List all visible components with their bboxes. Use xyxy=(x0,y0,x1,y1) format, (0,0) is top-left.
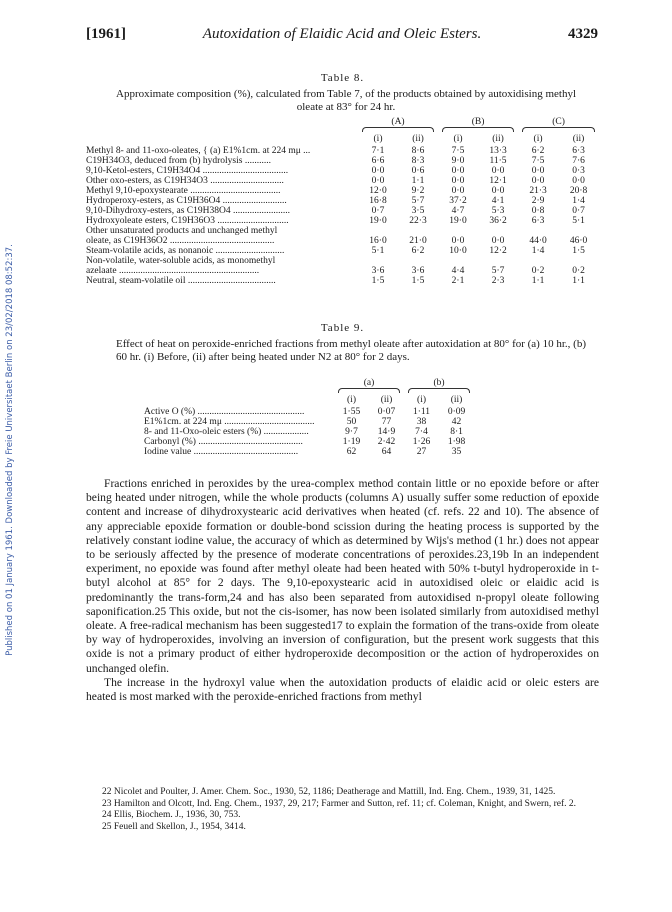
table9-group-row xyxy=(144,378,474,393)
table-row xyxy=(86,266,599,276)
table-row xyxy=(86,226,599,236)
table9-subhead: (i) xyxy=(347,395,356,405)
table-cell xyxy=(558,256,599,266)
row-label: 8- and 11-Oxo-oleic esters (%) ................... xyxy=(144,427,309,437)
table-row xyxy=(86,206,599,216)
row-label: Other unsaturated products and unchanged methyl xyxy=(86,226,278,236)
table8-caption: Table 8. xyxy=(320,72,365,84)
table-cell: 0·0 xyxy=(491,236,505,246)
footnote: 23 Hamilton and Olcott, Ind. Eng. Chem., 1937, 29, 217; Farmer and Sutton, ref. 11; cf. Coleman, Knight, and Swern, ref. 2. xyxy=(102,798,577,809)
table-cell: 12·1 xyxy=(489,176,507,186)
table-cell: 0·0 xyxy=(451,236,465,246)
table-cell: 6·3 xyxy=(572,146,585,156)
table-cell: 3·5 xyxy=(411,206,425,216)
table-row xyxy=(86,146,599,156)
table-cell: 6·6 xyxy=(371,156,385,166)
table-cell: 7·5 xyxy=(531,156,545,166)
table-cell: 0·8 xyxy=(531,206,545,216)
row-label: Steam-volatile acids, as nonanoic ............................. xyxy=(86,246,285,256)
table-cell: 4·7 xyxy=(451,206,465,216)
table8-group-a: (A) xyxy=(358,117,438,132)
row-label: Hydroperoxy-esters, as C19H36O4 ........................... xyxy=(86,196,287,206)
table-cell: 8·3 xyxy=(411,156,425,166)
table-cell: 8·1 xyxy=(450,427,463,437)
table-cell: 21·0 xyxy=(409,236,427,246)
table-cell: 0·3 xyxy=(572,166,585,176)
table8-subhead-row xyxy=(86,132,599,146)
table-cell: 9·0 xyxy=(451,156,465,166)
table8-group-row xyxy=(86,117,599,132)
row-label: Methyl 8- and 11-oxo-oleates, { (a) E1%1cm. at 224 mμ ... xyxy=(86,146,311,156)
row-label: Non-volatile, water-soluble acids, as monomethyl xyxy=(86,256,276,266)
row-label: 9,10-Dihydroxy-esters, as C19H38O4 ........................ xyxy=(86,206,290,216)
row-label: Methyl 9,10-epoxystearate ...................................... xyxy=(86,186,281,196)
row-label: oleate, as C19H36O2 ............................................ xyxy=(86,236,275,246)
row-label: Active O (%) ............................................. xyxy=(144,407,305,417)
table-row xyxy=(144,407,474,417)
table-cell: 6·2 xyxy=(411,246,425,256)
table-cell: 13·3 xyxy=(489,146,507,156)
table-cell: 0·0 xyxy=(451,186,465,196)
table-cell xyxy=(398,256,438,266)
table-row xyxy=(86,196,599,206)
table-cell: 37·2 xyxy=(449,196,467,206)
table9-grid xyxy=(144,378,474,457)
table-cell: 16·8 xyxy=(369,196,387,206)
table8-subhead: (ii) xyxy=(412,134,424,144)
table9-caption: Table 9. xyxy=(320,322,365,334)
table-cell: 11·5 xyxy=(489,156,507,166)
table-row xyxy=(86,276,599,286)
table-cell xyxy=(558,226,599,236)
table-cell: 1·1 xyxy=(531,276,545,286)
table-cell: 3·6 xyxy=(411,266,425,276)
table-cell: 5·1 xyxy=(572,216,585,226)
table-cell: 19·0 xyxy=(449,216,467,226)
table-cell: 4·4 xyxy=(451,266,465,276)
table-row xyxy=(86,166,599,176)
table-cell: 0·07 xyxy=(377,407,396,417)
table-cell: 1·1 xyxy=(572,276,585,286)
header-title: Autoxidation of Elaidic Acid and Oleic Esters. xyxy=(202,26,482,42)
table9-subhead: (ii) xyxy=(380,395,393,405)
row-label: Iodine value ............................................ xyxy=(144,447,299,457)
table-cell: 44·0 xyxy=(529,236,547,246)
row-label: 9,10-Ketol-esters, C19H34O4 .................................... xyxy=(86,166,289,176)
row-label: Other oxo-esters, as C19H34O3 ............................... xyxy=(86,176,284,186)
table-row xyxy=(86,156,599,166)
table-row xyxy=(86,176,599,186)
row-label: Carbonyl (%) ............................................ xyxy=(144,437,303,447)
table-cell: 5·1 xyxy=(371,246,385,256)
table8 xyxy=(86,117,599,286)
footnotes xyxy=(86,787,599,833)
table-cell xyxy=(518,256,558,266)
row-label: E1%1cm. at 224 mμ ...................................... xyxy=(144,417,315,427)
table-cell: 2·1 xyxy=(451,276,465,286)
table-cell: 1·4 xyxy=(572,196,585,206)
table8-subhead: (ii) xyxy=(572,134,585,144)
table-cell: 14·9 xyxy=(377,427,396,437)
row-label: Hydroxyoleate esters, C19H36O3 .............................. xyxy=(86,216,289,226)
table-cell: 5·3 xyxy=(491,206,505,216)
table-cell: 0·2 xyxy=(572,266,585,276)
table-cell: 1·55 xyxy=(342,407,361,417)
table-cell: 27 xyxy=(416,447,427,457)
table-cell: 0·7 xyxy=(572,206,585,216)
table-cell: 77 xyxy=(381,417,392,427)
table-cell xyxy=(358,256,398,266)
table-cell: 3·6 xyxy=(371,266,385,276)
table-cell: 4·1 xyxy=(491,196,505,206)
table-cell: 2·42 xyxy=(377,437,396,447)
table9-subhead: (ii) xyxy=(450,395,463,405)
table-cell: 50 xyxy=(346,417,357,427)
table-cell: 1·19 xyxy=(342,437,361,447)
table-cell: 0·0 xyxy=(572,176,585,186)
table-cell: 1·5 xyxy=(371,276,385,286)
table-row xyxy=(86,256,599,266)
paragraph: Fractions enriched in peroxides by the urea-complex method contain little or no epoxide before or after being heated under nitrogen, while the whole products (columns A) usually suffer some reduction of epoxide content and increase of dihydroxystearic acid derivatives when heated (cf. refs. 22 and 10). The absence of any appreciable epoxide formation or double-bond scission during the heating process is supported by the relatively constant iodine value, the accuracy of which as determined by Wijs's method (1 hr.) does not appear to be seriously affected by the presence of moderate concentrations of peroxides.23,19b In an independent experiment, no epoxide was found after methyl oleate had been heated with 50% t-butyl hydroperoxide in t-butyl alcohol at 85° for 2 days. The 9,10-epoxystearic acid in autoxidised oleic or elaidic acid is predominantly the trans-form,24 and has also been separated from autoxidised n-propyl oleate following saponification.25 This oxide, but not the cis-isomer, has now been isolated similarly from autoxidised methyl oleate. A free-radical mechanism has been suggested17 to explain the formation of the trans-oxide from oleate by way of hydroperoxides, involving an inversion of configuration, but the present work suggests that this oxide is not a primary product of either hydroperoxide decomposition or the action of hydroperoxides on unchanged olefin. xyxy=(86,477,599,675)
table8-subhead: (i) xyxy=(533,134,543,144)
table-cell: 21·3 xyxy=(529,186,547,196)
table-cell: 36·2 xyxy=(489,216,507,226)
row-label: Neutral, steam-volatile oil ..................................... xyxy=(86,276,276,286)
table-cell: 0·0 xyxy=(531,166,545,176)
table8-subhead: (ii) xyxy=(492,134,504,144)
table-cell: 20·8 xyxy=(569,186,588,196)
running-header xyxy=(86,26,598,46)
table9-group-b: (b) xyxy=(404,378,474,393)
table-cell: 42 xyxy=(451,417,462,427)
table-cell: 19·0 xyxy=(369,216,387,226)
table-cell xyxy=(518,226,558,236)
table9-group-a: (a) xyxy=(334,378,404,393)
table-row xyxy=(144,427,474,437)
body-text xyxy=(86,477,599,704)
table-cell xyxy=(358,226,398,236)
table-row xyxy=(86,186,599,196)
table-row xyxy=(144,417,474,427)
table-cell: 5·7 xyxy=(411,196,425,206)
table-cell: 0·6 xyxy=(411,166,425,176)
row-label: C19H34O3, deduced from (b) hydrolysis ........... xyxy=(86,156,271,166)
table-cell: 7·6 xyxy=(572,156,585,166)
table8-group-b: (B) xyxy=(438,117,518,132)
table-cell xyxy=(478,226,518,236)
table-cell: 9·2 xyxy=(411,186,425,196)
table-cell xyxy=(438,256,478,266)
table-cell: 0·09 xyxy=(447,407,466,417)
table-cell: 0·0 xyxy=(371,166,385,176)
table-cell: 1·98 xyxy=(447,437,466,447)
table9-subhead-row xyxy=(144,393,474,407)
paragraph: The increase in the hydroxyl value when the autoxidation products of elaidic acid or oleic esters are heated is most marked with the peroxide-enriched fractions from methyl xyxy=(86,675,599,704)
footnote: 25 Feuell and Skellon, J., 1954, 3414. xyxy=(102,821,246,832)
header-year: [1961] xyxy=(86,26,126,42)
table-cell: 0·2 xyxy=(531,266,545,276)
table-cell: 2·9 xyxy=(531,196,545,206)
table-cell: 7·4 xyxy=(415,427,428,437)
table-cell: 0·7 xyxy=(371,206,385,216)
table-cell: 64 xyxy=(381,447,392,457)
download-watermark: Published on 01 January 1961. Downloaded by Freie Universitaet Berlin on 23/02/2018 08:52:37. xyxy=(5,244,15,656)
table-cell: 1·1 xyxy=(411,176,425,186)
table-cell: 5·7 xyxy=(491,266,505,276)
table-row xyxy=(144,447,474,457)
table-cell: 1·11 xyxy=(412,407,431,417)
table-cell: 46·0 xyxy=(569,236,588,246)
table-row xyxy=(86,236,599,246)
table-cell: 8·6 xyxy=(411,146,425,156)
table-cell xyxy=(398,226,438,236)
row-label: azelaate ........................................................... xyxy=(86,266,260,276)
table-cell: 6·2 xyxy=(531,146,545,156)
table-cell: 10·0 xyxy=(449,246,467,256)
table8-group-c: (C) xyxy=(518,117,599,132)
table8-description: Approximate composition (%), calculated from Table 7, of the products obtained by autoxidising methyl oleate at 83° for 24 hr. xyxy=(116,88,577,113)
table-cell: 62 xyxy=(346,447,357,457)
table-cell: 0·0 xyxy=(451,176,465,186)
table-row xyxy=(86,216,599,226)
table9-subhead: (i) xyxy=(417,395,426,405)
table-cell xyxy=(478,256,518,266)
table-cell: 6·3 xyxy=(531,216,545,226)
table-cell: 7·1 xyxy=(371,146,385,156)
table-cell: 35 xyxy=(451,447,462,457)
table9-description: Effect of heat on peroxide-enriched fractions from methyl oleate after autoxidation at 80° for (a) 10 hr., (b) 60 hr. (i) Before, (ii) after being heated under N2 at 80° for 2 days. xyxy=(116,338,586,363)
table-cell: 12·2 xyxy=(489,246,507,256)
table-cell: 0·0 xyxy=(451,166,465,176)
table-cell: 0·0 xyxy=(491,186,505,196)
table-cell: 1·26 xyxy=(412,437,431,447)
table-cell: 1·5 xyxy=(572,246,585,256)
footnote: 22 Nicolet and Poulter, J. Amer. Chem. Soc., 1930, 52, 1186; Deatherage and Mattill, Ind. Eng. Chem., 1939, 31, 1425. xyxy=(102,787,556,797)
table-cell: 7·5 xyxy=(451,146,465,156)
table-row xyxy=(86,246,599,256)
table8-subhead: (i) xyxy=(373,134,383,144)
table-cell: 2·3 xyxy=(491,276,505,286)
table-cell: 0·0 xyxy=(491,166,505,176)
table-cell: 1·4 xyxy=(531,246,545,256)
table8-subhead: (i) xyxy=(453,134,463,144)
table-cell: 22·3 xyxy=(409,216,427,226)
table-row xyxy=(144,437,474,447)
table-cell: 9·7 xyxy=(345,427,358,437)
table-cell: 1·5 xyxy=(411,276,425,286)
table-cell: 0·0 xyxy=(371,176,385,186)
table-cell xyxy=(438,226,478,236)
table-cell: 38 xyxy=(416,417,427,427)
table-cell: 16·0 xyxy=(369,236,387,246)
table-cell: 12·0 xyxy=(369,186,387,196)
table-cell: 0·0 xyxy=(531,176,545,186)
table8-grid xyxy=(86,117,599,286)
footnote: 24 Ellis, Biochem. J., 1936, 30, 753. xyxy=(102,810,241,820)
table9 xyxy=(144,378,474,457)
page-number: 4329 xyxy=(568,26,598,42)
